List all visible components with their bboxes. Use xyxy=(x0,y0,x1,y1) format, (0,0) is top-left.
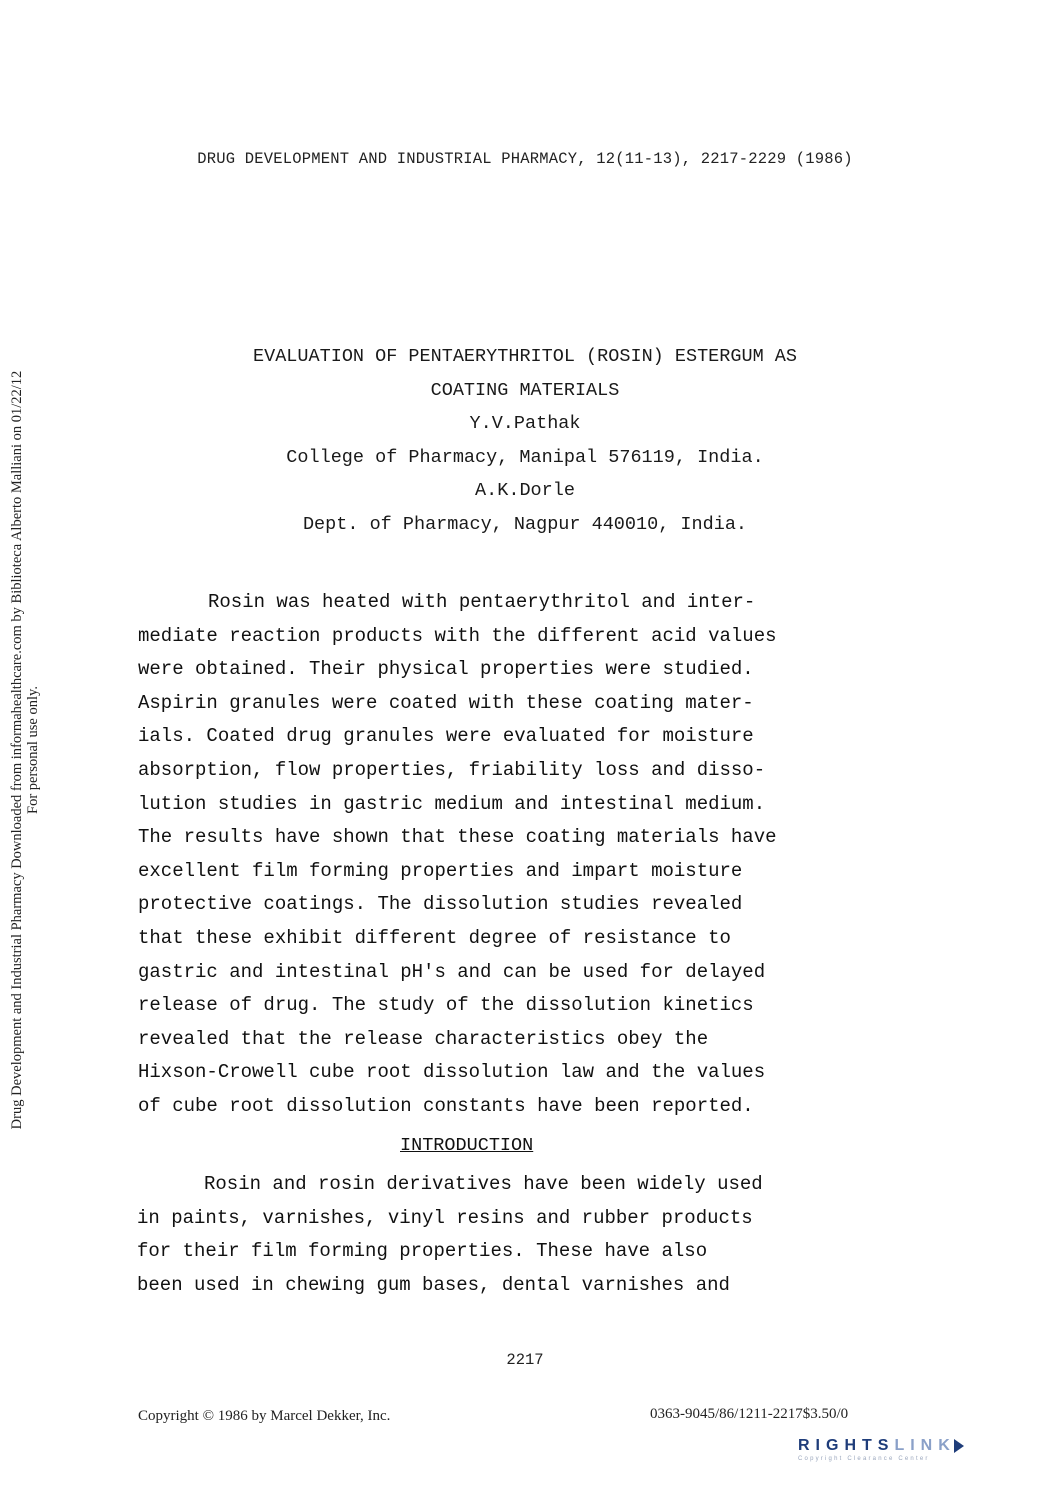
download-note-line1: Drug Development and Industrial Pharmacy Downloaded from informahealthcare.com by Biblioteca Alberto Malliani on 01/22/12 xyxy=(9,370,25,1130)
arrow-icon xyxy=(954,1439,964,1453)
download-note-line2: For personal use only. xyxy=(25,686,41,814)
copyright-notice: Copyright © 1986 by Marcel Dekker, Inc. xyxy=(138,1408,391,1424)
abstract-line: The results have shown that these coating materials have xyxy=(138,826,777,849)
abstract xyxy=(138,586,918,1124)
author-name: A.K.Dorle xyxy=(475,480,575,501)
abstract-line: were obtained. Their physical properties were studied. xyxy=(138,658,754,681)
abstract-line: excellent film forming properties and impart moisture xyxy=(138,859,743,882)
abstract-line: Rosin was heated with pentaerythritol and inter- xyxy=(208,591,756,613)
abstract-line: of cube root dissolution constants have been reported. xyxy=(138,1094,754,1117)
paper-title-line2: COATING MATERIALS xyxy=(430,379,620,401)
paper-title-line1: EVALUATION OF PENTAERYTHRITOL (ROSIN) ESTERGUM AS xyxy=(253,346,797,367)
abstract-line: gastric and intestinal pH's and can be used for delayed xyxy=(138,960,766,983)
abstract-line: mediate reaction products with the different acid values xyxy=(138,624,777,647)
article-code: 0363-9045/86/1211-2217$3.50/0 xyxy=(650,1406,849,1422)
author-affiliation: Dept. of Pharmacy, Nagpur 440010, India. xyxy=(302,513,748,535)
body-line: Rosin and rosin derivatives have been widely used xyxy=(204,1173,763,1195)
abstract-line: ials. Coated drug granules were evaluated for moisture xyxy=(138,725,754,748)
logo-subtitle: Copyright Clearance Center xyxy=(798,1456,930,1462)
abstract-line: release of drug. The study of the dissolution kinetics xyxy=(138,994,754,1017)
author-affiliation: College of Pharmacy, Manipal 576119, India. xyxy=(286,446,764,468)
abstract-line: lution studies in gastric medium and intestinal medium. xyxy=(138,792,766,815)
author-name: Y.V.Pathak xyxy=(469,413,581,434)
abstract-line: Aspirin granules were coated with these coating mater- xyxy=(138,691,754,714)
body-line: in paints, varnishes, vinyl resins and rubber products xyxy=(137,1206,753,1229)
abstract-line: protective coatings. The dissolution studies revealed xyxy=(138,893,743,916)
abstract-line: revealed that the release characteristics obey the xyxy=(138,1027,709,1050)
section-heading-introduction: INTRODUCTION xyxy=(400,1135,534,1156)
journal-citation: DRUG DEVELOPMENT AND INDUSTRIAL PHARMACY, 12(11-13), 2217-2229 (1986) xyxy=(197,150,853,168)
abstract-line: that these exhibit different degree of resistance to xyxy=(138,926,731,949)
body-line: been used in chewing gum bases, dental varnishes and xyxy=(137,1273,730,1296)
abstract-line: Hixson-Crowell cube root dissolution law and the values xyxy=(138,1061,766,1084)
body-line: for their film forming properties. These have also xyxy=(137,1240,708,1262)
abstract-line: absorption, flow properties, friability loss and disso- xyxy=(138,758,766,781)
logo-rights-text: RIGHTS xyxy=(798,1437,895,1454)
page-number: 2217 xyxy=(506,1351,544,1369)
introduction-body xyxy=(137,1168,917,1302)
rightslink-logo[interactable] xyxy=(798,1437,1032,1473)
logo-link-text: LINK xyxy=(894,1437,956,1454)
title-block xyxy=(0,340,1050,541)
